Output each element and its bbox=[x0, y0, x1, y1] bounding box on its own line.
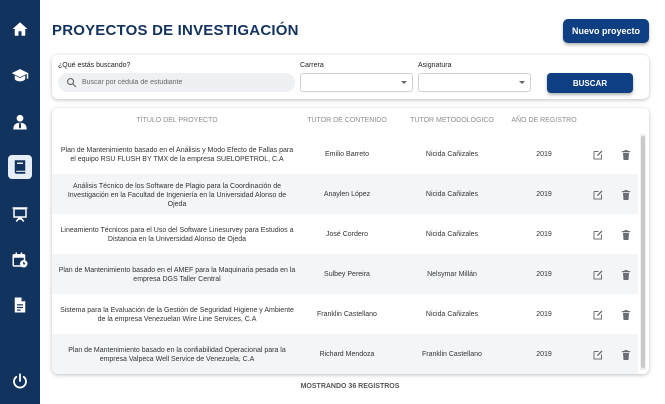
edit-icon[interactable] bbox=[592, 188, 604, 200]
edit-icon[interactable] bbox=[592, 308, 604, 320]
tutor-contenido: Sulbey Pereira bbox=[324, 271, 370, 278]
project-title: Plan de Mantenimiento basado en el AMEF para la Maquinaria pesada en la empresa DGS Taller Central bbox=[58, 267, 296, 283]
search-input[interactable] bbox=[82, 76, 287, 89]
column-header-title: TÍTULO DEL PROYECTO bbox=[136, 117, 218, 124]
table-row[interactable] bbox=[52, 334, 638, 374]
tutor-contenido: Anaylen López bbox=[323, 191, 371, 198]
trash-icon[interactable] bbox=[620, 268, 632, 280]
tutor-contenido: José Cordero bbox=[325, 231, 369, 238]
presentation-board-icon[interactable] bbox=[8, 202, 32, 226]
table-row[interactable] bbox=[52, 174, 638, 214]
tutor-metodologico: Nelsymar Millán bbox=[427, 271, 477, 278]
trash-icon[interactable] bbox=[620, 228, 632, 240]
anio-registro: 2019 bbox=[536, 151, 552, 158]
new-project-button[interactable]: Nuevo proyecto bbox=[563, 19, 649, 43]
anio-registro: 2019 bbox=[536, 231, 552, 238]
projects-table bbox=[52, 108, 649, 374]
column-header-anio: AÑO DE REGISTRO bbox=[511, 117, 577, 124]
asignatura-select[interactable] bbox=[418, 73, 531, 92]
tutor-contenido: Franklin Castellano bbox=[317, 311, 377, 318]
edit-icon[interactable] bbox=[592, 228, 604, 240]
project-title: Análisis Técnico de los Software de Plagio para la Coordinación de Investigación en la Facultad de Ingeniería en la Universidad Alonso de Ojeda bbox=[67, 183, 287, 208]
carrera-select[interactable] bbox=[300, 73, 413, 92]
book-icon[interactable] bbox=[8, 155, 32, 179]
graduation-cap-icon[interactable] bbox=[8, 63, 32, 87]
trash-icon[interactable] bbox=[620, 308, 632, 320]
column-header-contenido: TUTOR DE CONTENIDO bbox=[307, 117, 387, 124]
tutor-metodologico: Nicida Cañizales bbox=[425, 231, 479, 238]
edit-icon[interactable] bbox=[592, 348, 604, 360]
tutor-contenido: Emilio Barreto bbox=[325, 151, 369, 158]
search-field[interactable] bbox=[58, 73, 295, 92]
tutor-metodologico: Nicida Cañizales bbox=[425, 151, 479, 158]
edit-icon[interactable] bbox=[592, 148, 604, 160]
sidebar bbox=[0, 0, 40, 404]
edit-icon[interactable] bbox=[592, 268, 604, 280]
table-header bbox=[52, 108, 649, 134]
carrera-label: Carrera bbox=[300, 62, 324, 69]
records-count: MOSTRANDO 36 REGISTROS bbox=[300, 383, 400, 390]
anio-registro: 2019 bbox=[536, 191, 552, 198]
search-button[interactable]: BUSCAR bbox=[547, 73, 633, 93]
chevron-down-icon bbox=[519, 81, 525, 84]
filter-panel bbox=[52, 55, 649, 99]
home-icon[interactable] bbox=[8, 17, 32, 41]
search-label: ¿Qué estás buscando? bbox=[58, 62, 131, 69]
search-icon bbox=[66, 77, 77, 88]
table-row[interactable] bbox=[52, 254, 638, 294]
anio-registro: 2019 bbox=[536, 271, 552, 278]
asignatura-label: Asignatura bbox=[418, 62, 452, 69]
trash-icon[interactable] bbox=[620, 148, 632, 160]
table-row[interactable] bbox=[52, 134, 638, 174]
table-row[interactable] bbox=[52, 294, 638, 334]
table-scrollbar-thumb[interactable] bbox=[641, 136, 645, 368]
anio-registro: 2019 bbox=[536, 351, 552, 358]
tutor-metodologico: Nicida Cañizales bbox=[425, 311, 479, 318]
anio-registro: 2019 bbox=[536, 311, 552, 318]
trash-icon[interactable] bbox=[620, 348, 632, 360]
table-row[interactable] bbox=[52, 214, 638, 254]
project-title: Plan de Mantenimiento basado en el Análisis y Modo Efecto de Fallas para el equipo RSU FLUSH BY TMX de la empresa SUELOPETROL, C.A bbox=[60, 147, 294, 163]
project-title: Lineamiento Técnicos para el Uso del Software Linesurvey para Estudios a Distancia en la Universidad Alonso de Ojeda bbox=[60, 227, 294, 243]
project-title: Sistema para la Evaluación de la Gestión de Seguridad Higiene y Ambiente de la empresa Venezuelan Wire Line Services, C.A bbox=[60, 307, 294, 323]
user-tie-icon[interactable] bbox=[8, 110, 32, 134]
tutor-contenido: Richard Mendoza bbox=[319, 351, 375, 358]
tutor-metodologico: Nicida Cañizales bbox=[425, 191, 479, 198]
page-title: PROYECTOS DE INVESTIGACIÓN bbox=[52, 22, 299, 39]
calendar-clock-icon[interactable] bbox=[8, 248, 32, 272]
column-header-metodologico: TUTOR METODOLÓGICO bbox=[410, 117, 494, 124]
document-icon[interactable] bbox=[8, 293, 32, 317]
chevron-down-icon bbox=[401, 81, 407, 84]
trash-icon[interactable] bbox=[620, 188, 632, 200]
tutor-metodologico: Franklin Castellano bbox=[422, 351, 482, 358]
project-title: Plan de Mantenimiento basado en la confiabilidad Operacional para la empresa Valpeca Well Service de Venezuela, C.A bbox=[68, 347, 286, 363]
